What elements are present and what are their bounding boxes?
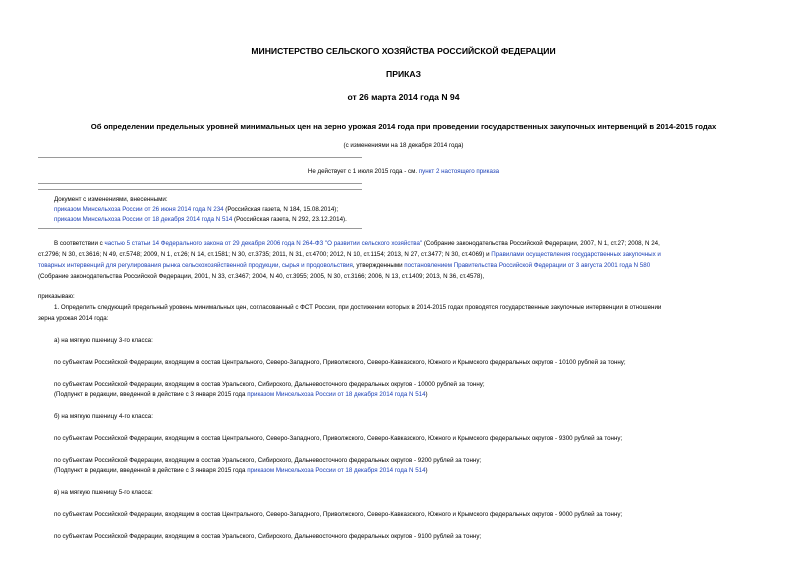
preamble-text: , утвержденными [352, 262, 405, 269]
changes-link-2[interactable]: приказом Минсельхоза России от 18 декабря 2014 года N 514 [54, 216, 233, 223]
rules-link[interactable]: Правилами осуществления государственных закупочных и [491, 251, 661, 258]
government-decree-link[interactable]: постановлением Правительства Российской Федерации от 3 августа 2001 года N 580 [404, 262, 651, 269]
wheat4-note [54, 467, 428, 475]
divider-3 [38, 189, 362, 190]
preamble-line-3 [38, 262, 650, 270]
wheat4-price-1: по субъектам Российской Федерации, входящим в состав Центрального, Северо-Западного, Приволжского, Северо-Кавказского, Южного и Крымского федеральных округов - 9300 рублей за тонну; [54, 435, 623, 442]
law-link[interactable]: частью 5 статьи 14 Федерального закона от 29 декабря 2006 года N 264-ФЗ "О развитии сельского хозяйства" [104, 240, 423, 247]
wheat4-heading: б) на мягкую пшеницу 4-го класса: [54, 413, 153, 420]
wheat4-price-2: по субъектам Российской Федерации, входящим в состав Уральского, Сибирского, Дальневосточного федеральных округов - 9200 рублей за тонну; [54, 457, 482, 464]
wheat5-heading: в) на мягкую пшеницу 5-го класса: [54, 489, 153, 496]
note-text: (Подпункт в редакции, введенной в действие с 3 января 2015 года [54, 467, 248, 474]
preamble-line-4: (Собрание законодательства Российской Федерации, 2001, N 33, ст.3467; 2004, N 40, ст.3955; 2005, N 30, ст.3166; 2006, N 13, ст.1409; 2013, N 36, ст.4578), [38, 273, 485, 280]
doc-title: Об определении предельных уровней минимальных цен на зерно урожая 2014 года при проведении государственных закупочных интервенций в 2014-2015 годах [90, 122, 717, 131]
preamble-text: В соответствии с [54, 240, 105, 247]
preamble-text: (Собрание законодательства Российской Федерации, 2007, N 1, ст.27; 2008, N 24, [422, 240, 660, 247]
ministry-heading: МИНИСТЕРСТВО СЕЛЬСКОГО ХОЗЯЙСТВА РОССИЙСКОЙ ФЕДЕРАЦИИ [251, 46, 556, 56]
preamble-line-1 [54, 240, 660, 248]
status-prefix: Не действует с 1 июля 2015 года - см. [307, 168, 419, 175]
divider-2 [38, 183, 362, 184]
divider-4 [38, 228, 362, 229]
wheat5-price-2: по субъектам Российской Федерации, входящим в состав Уральского, Сибирского, Дальневосточного федеральных округов - 9100 рублей за тонну; [54, 533, 482, 540]
preamble-line-2 [38, 251, 661, 259]
doc-date-number: от 26 марта 2014 года N 94 [347, 92, 460, 102]
item-1-line-2: зерна урожая 2014 года: [38, 315, 109, 322]
wheat3-price-2: по субъектам Российской Федерации, входящим в состав Уральского, Сибирского, Дальневосточного федеральных округов - 10000 рублей за тонну; [54, 381, 485, 388]
changes-item-2 [54, 216, 347, 224]
rules-link-cont[interactable]: товарных интервенций для регулирования рынка сельскохозяйственной продукции, сырья и продовольствия [38, 262, 353, 269]
item-1-line-1: 1. Определить следующий предельный уровень минимальных цен, согласованный с ФСТ России, при достижении которых в 2014-2015 годах проводятся государственные закупочные интервенции в отношении [54, 304, 662, 311]
wheat3-price-1: по субъектам Российской Федерации, входящим в состав Центрального, Северо-Западного, Приволжского, Северо-Кавказского, Южного и Крымского федеральных округов - 10100 рублей за тонну; [54, 359, 626, 366]
changes-item-1 [54, 206, 338, 214]
status-line [0, 168, 807, 176]
changes-source-2: (Российская газета, N 292, 23.12.2014). [232, 216, 347, 223]
wheat3-note-link[interactable]: приказом Минсельхоза России от 18 декабря 2014 года N 514 [247, 391, 426, 398]
changes-link-1[interactable]: приказом Минсельхоза России от 26 июня 2014 года N 234 [54, 206, 224, 213]
preamble-text: ст.2796; N 30, ст.3616; N 49, ст.5748; 2009, N 1, ст.26; N 14, ст.1581; N 30, ст.3735; 2011, N 31, ст.4700; 2012, N 10, ст.1154; 2013, N 27, ст.3477; N 30, ст.4069) и [38, 251, 492, 258]
divider-1 [38, 157, 362, 158]
note-text: ) [425, 391, 428, 398]
doc-type-heading: ПРИКАЗ [386, 69, 421, 79]
changes-intro: Документ с изменениями, внесенными: [54, 196, 168, 203]
status-link[interactable]: пункт 2 настоящего приказа [418, 168, 500, 175]
wheat3-heading: а) на мягкую пшеницу 3-го класса: [54, 337, 153, 344]
note-text: (Подпункт в редакции, введенной в действие с 3 января 2015 года [54, 391, 248, 398]
note-text: ) [425, 467, 428, 474]
revision-note: (с изменениями на 18 декабря 2014 года) [343, 142, 464, 149]
order-word: приказываю: [38, 293, 75, 300]
changes-source-1: (Российская газета, N 184, 15.08.2014); [223, 206, 339, 213]
wheat4-note-link[interactable]: приказом Минсельхоза России от 18 декабря 2014 года N 514 [247, 467, 426, 474]
wheat3-note [54, 391, 428, 399]
wheat5-price-1: по субъектам Российской Федерации, входящим в состав Центрального, Северо-Западного, Приволжского, Северо-Кавказского, Южного и Крымского федеральных округов - 9000 рублей за тонну; [54, 511, 623, 518]
